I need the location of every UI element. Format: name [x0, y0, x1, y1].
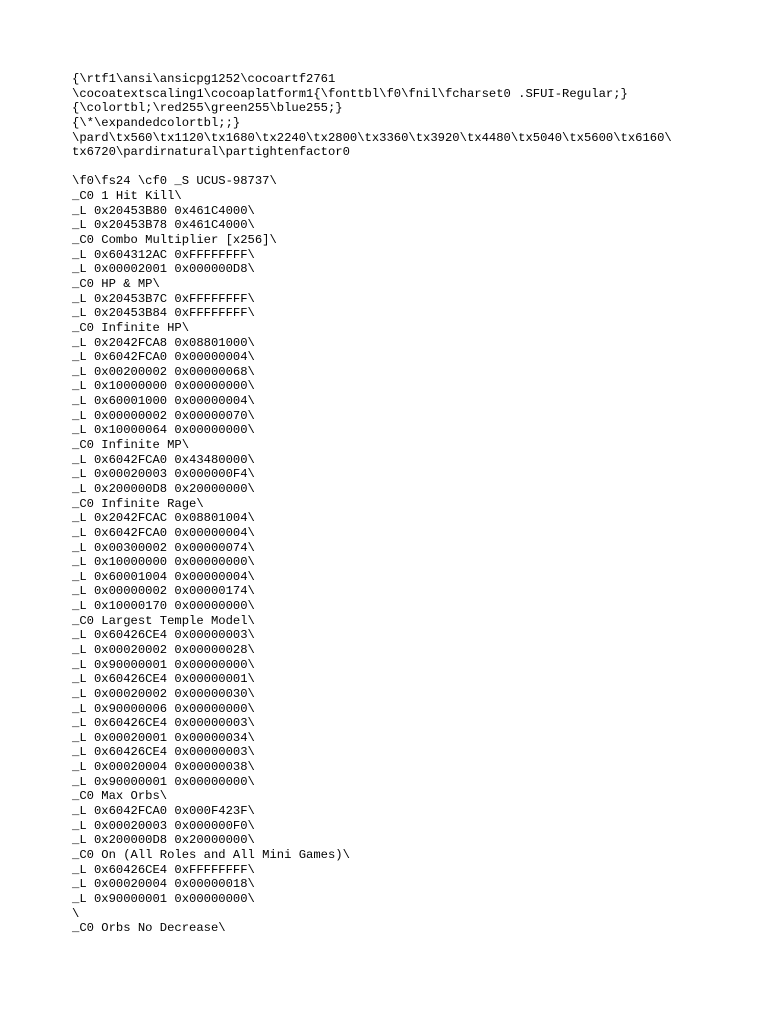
- document-page: [72, 72, 752, 936]
- code-line: _L 0x90000001 0x00000000\: [72, 774, 255, 789]
- code-line: _L 0x6042FCA0 0x00000004\: [72, 525, 255, 540]
- code-line: _L 0x10000170 0x00000000\: [72, 599, 255, 614]
- code-line: _L 0x00020004 0x00000018\: [72, 877, 255, 892]
- code-line: _L 0x6042FCA0 0x43480000\: [72, 452, 255, 467]
- code-line: _C0 Infinite Rage\: [72, 496, 204, 511]
- rtf-header-line: {\colortbl;\red255\green255\blue255;}: [72, 101, 343, 116]
- rtf-header-block: [72, 72, 752, 160]
- code-line: _L 0x6042FCA0 0x00000004\: [72, 350, 255, 365]
- code-line: _L 0x00020003 0x000000F4\: [72, 467, 255, 482]
- code-line: _L 0x10000064 0x00000000\: [72, 423, 255, 438]
- code-line: _L 0x00020004 0x00000038\: [72, 760, 255, 775]
- code-line: _L 0x2042FCA8 0x08801000\: [72, 335, 255, 350]
- code-line: _C0 Combo Multiplier [x256]\: [72, 233, 277, 248]
- code-line: _L 0x90000001 0x00000000\: [72, 657, 255, 672]
- cheat-code-block: [72, 174, 752, 935]
- rtf-header-line: \cocoatextscaling1\cocoaplatform1{\fonttbl\f0\fnil\fcharset0 .SFUI-Regular;}: [72, 86, 628, 101]
- code-line: _C0 Orbs No Decrease\: [72, 921, 226, 936]
- code-line: \f0\fs24 \cf0 _S UCUS-98737\: [72, 174, 277, 189]
- code-line: _L 0x10000000 0x00000000\: [72, 555, 255, 570]
- blank-line: [72, 160, 752, 175]
- code-line: _L 0x60426CE4 0xFFFFFFFF\: [72, 862, 255, 877]
- rtf-header-line: {\rtf1\ansi\ansicpg1252\cocoartf2761: [72, 72, 336, 86]
- code-line: _L 0x200000D8 0x20000000\: [72, 481, 255, 496]
- code-line: _L 0x2042FCAC 0x08801004\: [72, 511, 255, 526]
- code-line: _L 0x6042FCA0 0x000F423F\: [72, 804, 255, 819]
- rtf-header-line: \pard\tx560\tx1120\tx1680\tx2240\tx2800\tx3360\tx3920\tx4480\tx5040\tx5600\tx6160\: [72, 130, 672, 145]
- code-line: _L 0x60426CE4 0x00000001\: [72, 672, 255, 687]
- code-line: _L 0x00200002 0x00000068\: [72, 364, 255, 379]
- code-line: _L 0x10000000 0x00000000\: [72, 379, 255, 394]
- code-line: _C0 Largest Temple Model\: [72, 613, 255, 628]
- code-line: _C0 Infinite HP\: [72, 320, 190, 335]
- code-line: _C0 On (All Roles and All Mini Games)\: [72, 847, 350, 862]
- code-line: _L 0x00000002 0x00000070\: [72, 408, 255, 423]
- code-line: _C0 HP & MP\: [72, 276, 160, 291]
- code-line: _L 0x00020002 0x00000030\: [72, 686, 255, 701]
- code-line: _L 0x20453B78 0x461C4000\: [72, 218, 255, 233]
- code-line: _L 0x00020001 0x00000034\: [72, 730, 255, 745]
- code-line: _L 0x60001000 0x00000004\: [72, 394, 255, 409]
- code-line: _L 0x20453B7C 0xFFFFFFFF\: [72, 291, 255, 306]
- code-line: _C0 Max Orbs\: [72, 789, 168, 804]
- code-line: _L 0x60426CE4 0x00000003\: [72, 745, 255, 760]
- code-line: _L 0x60426CE4 0x00000003\: [72, 716, 255, 731]
- code-line: _C0 Infinite MP\: [72, 438, 190, 453]
- code-line: _L 0x200000D8 0x20000000\: [72, 833, 255, 848]
- code-line: _L 0x90000006 0x00000000\: [72, 701, 255, 716]
- code-line: _L 0x90000001 0x00000000\: [72, 891, 255, 906]
- code-line: _L 0x00020002 0x00000028\: [72, 642, 255, 657]
- code-line: _L 0x604312AC 0xFFFFFFFF\: [72, 247, 255, 262]
- code-line: _L 0x00300002 0x00000074\: [72, 540, 255, 555]
- code-line: _L 0x60001004 0x00000004\: [72, 569, 255, 584]
- code-line: _L 0x20453B80 0x461C4000\: [72, 203, 255, 218]
- code-line: \: [72, 906, 80, 921]
- rtf-header-line: {\*\expandedcolortbl;;}: [72, 115, 241, 130]
- code-line: _L 0x20453B84 0xFFFFFFFF\: [72, 306, 255, 321]
- code-line: _L 0x00002001 0x000000D8\: [72, 262, 255, 277]
- code-line: _C0 1 Hit Kill\: [72, 189, 182, 204]
- rtf-header-line: tx6720\pardirnatural\partightenfactor0: [72, 145, 350, 160]
- code-line: _L 0x60426CE4 0x00000003\: [72, 628, 255, 643]
- code-line: _L 0x00000002 0x00000174\: [72, 584, 255, 599]
- code-line: _L 0x00020003 0x000000F0\: [72, 818, 255, 833]
